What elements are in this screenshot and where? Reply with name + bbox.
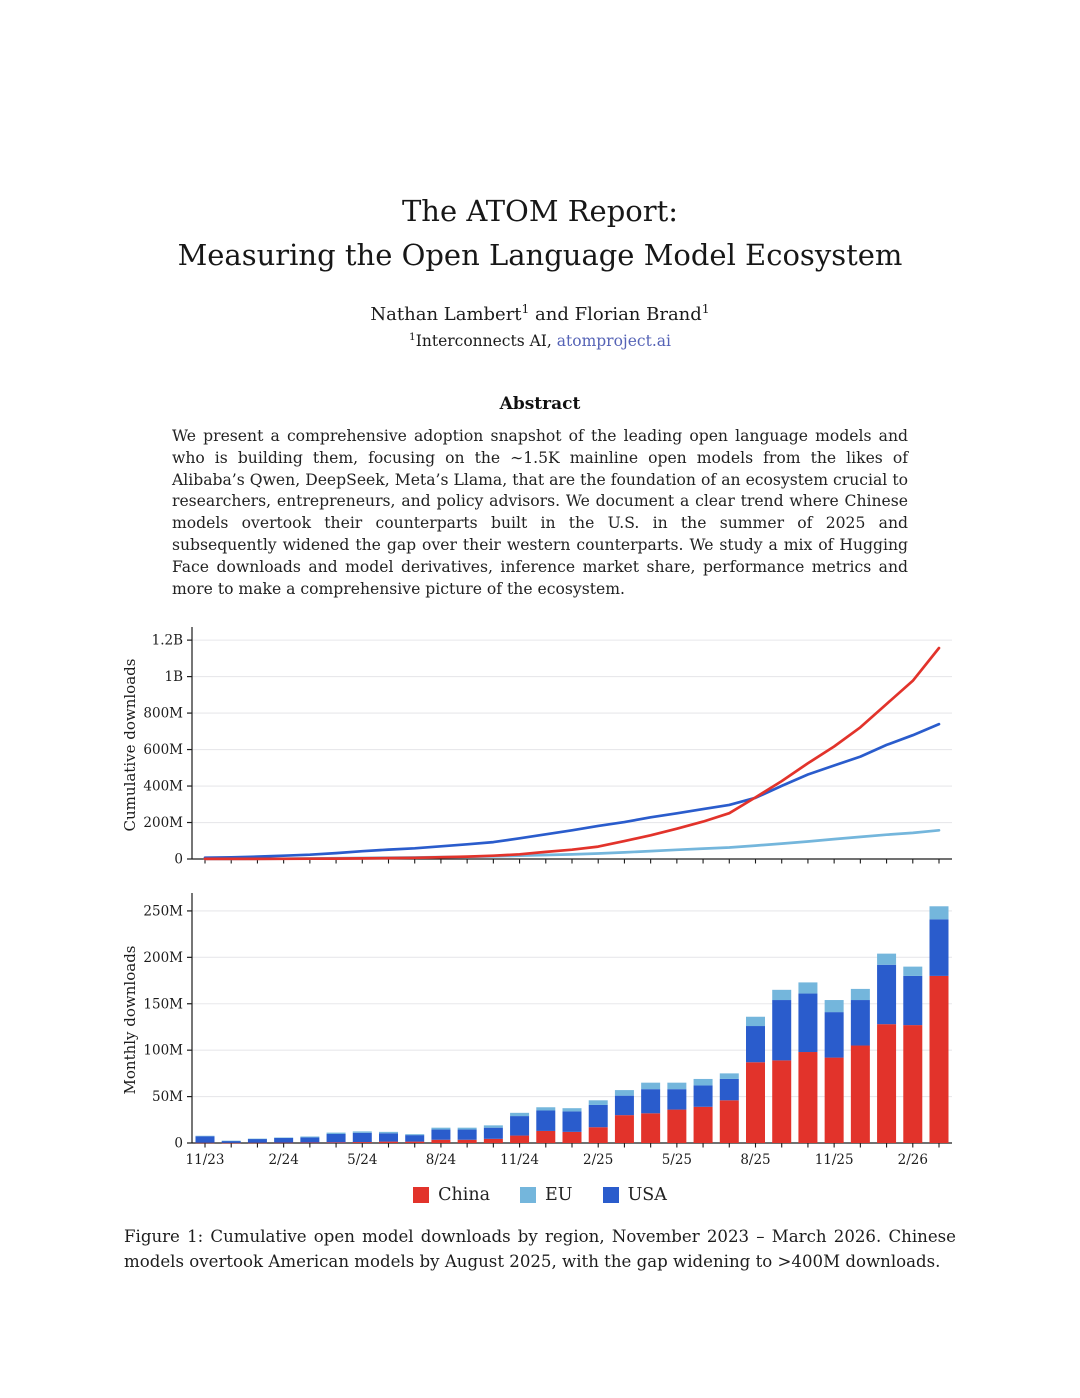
svg-text:Cumulative downloads: Cumulative downloads — [121, 658, 139, 832]
author-2-affmark: 1 — [701, 302, 710, 316]
legend-item-china — [413, 1185, 490, 1205]
legend-label: China — [438, 1184, 491, 1205]
svg-text:200M: 200M — [143, 814, 183, 831]
affiliation-mark: 1 — [409, 330, 416, 343]
svg-text:11/25: 11/25 — [814, 1151, 854, 1168]
svg-text:11/23: 11/23 — [185, 1151, 225, 1168]
title-line-2: Measuring the Open Language Model Ecosystem — [177, 237, 903, 272]
svg-text:50M: 50M — [151, 1088, 183, 1105]
svg-text:5/24: 5/24 — [347, 1151, 378, 1168]
svg-text:600M: 600M — [143, 741, 183, 758]
legend-label: USA — [627, 1184, 667, 1205]
svg-text:8/24: 8/24 — [425, 1151, 457, 1168]
svg-text:5/25: 5/25 — [661, 1151, 693, 1168]
svg-text:2/26: 2/26 — [897, 1151, 928, 1168]
author-1: Nathan Lambert — [370, 304, 522, 325]
svg-text:0: 0 — [174, 851, 183, 868]
author-separator: and — [529, 304, 575, 325]
author-1-affmark: 1 — [521, 302, 530, 316]
title-line-1: The ATOM Report: — [401, 194, 679, 228]
svg-text:Monthly downloads: Monthly downloads — [121, 945, 139, 1095]
author-2: Florian Brand — [574, 304, 702, 325]
legend-item-eu — [520, 1185, 573, 1205]
abstract-body: We present a comprehensive adoption snapshot of the leading open language models and who is building them, focusing on the ∼1.5K mainline open models from the likes of Alibaba’s Qwen, DeepSeek, Meta’s Llama, that are the foundation of an ecosystem crucial to researchers, entrepreneurs, and policy advisors. We document a clear trend where Chinese models overtook their counterparts built in the U.S. in the summer of 2025 and subsequently widened the gap over their western counterparts. We study a mix of Hugging Face downloads and model derivatives, inference market share, performance metrics and more to make a comprehensive picture of the ecosystem. — [172, 427, 908, 598]
svg-text:800M: 800M — [143, 705, 183, 722]
svg-text:100M: 100M — [143, 1042, 183, 1059]
svg-text:400M: 400M — [143, 778, 183, 795]
legend-item-usa — [603, 1185, 667, 1205]
abstract-heading: Abstract — [499, 394, 581, 414]
svg-text:1B: 1B — [164, 668, 183, 685]
legend-swatch-eu — [520, 1187, 536, 1203]
svg-text:150M: 150M — [143, 995, 183, 1012]
cumulative-downloads-line-chart — [118, 617, 962, 883]
affiliation-text: Interconnects AI, — [415, 332, 557, 350]
legend-swatch-china — [413, 1187, 429, 1203]
svg-text:2/25: 2/25 — [583, 1151, 614, 1168]
chart-legend — [118, 1185, 962, 1205]
legend-swatch-usa — [603, 1187, 619, 1203]
figure-caption: Figure 1: Cumulative open model downloads by region, November 2023 – March 2026. Chinese models overtook American models by August 2025, with the gap widening to >400M downloads. — [124, 1226, 956, 1271]
svg-text:8/25: 8/25 — [740, 1151, 771, 1168]
svg-text:250M: 250M — [143, 903, 183, 920]
monthly-downloads-bar-chart — [118, 883, 962, 1181]
figure-charts — [118, 617, 962, 1205]
paper-title — [0, 190, 1080, 277]
atomproject-link[interactable]: atomproject.ai — [556, 332, 671, 350]
figure-1 — [0, 617, 1080, 1275]
svg-text:0: 0 — [174, 1135, 183, 1152]
svg-text:1.2B: 1.2B — [151, 632, 183, 649]
svg-text:200M: 200M — [143, 949, 183, 966]
author-line — [0, 304, 1080, 325]
affiliation-line — [0, 332, 1080, 350]
legend-label: EU — [545, 1184, 573, 1205]
svg-text:2/24: 2/24 — [268, 1151, 299, 1168]
svg-text:11/24: 11/24 — [500, 1151, 540, 1168]
